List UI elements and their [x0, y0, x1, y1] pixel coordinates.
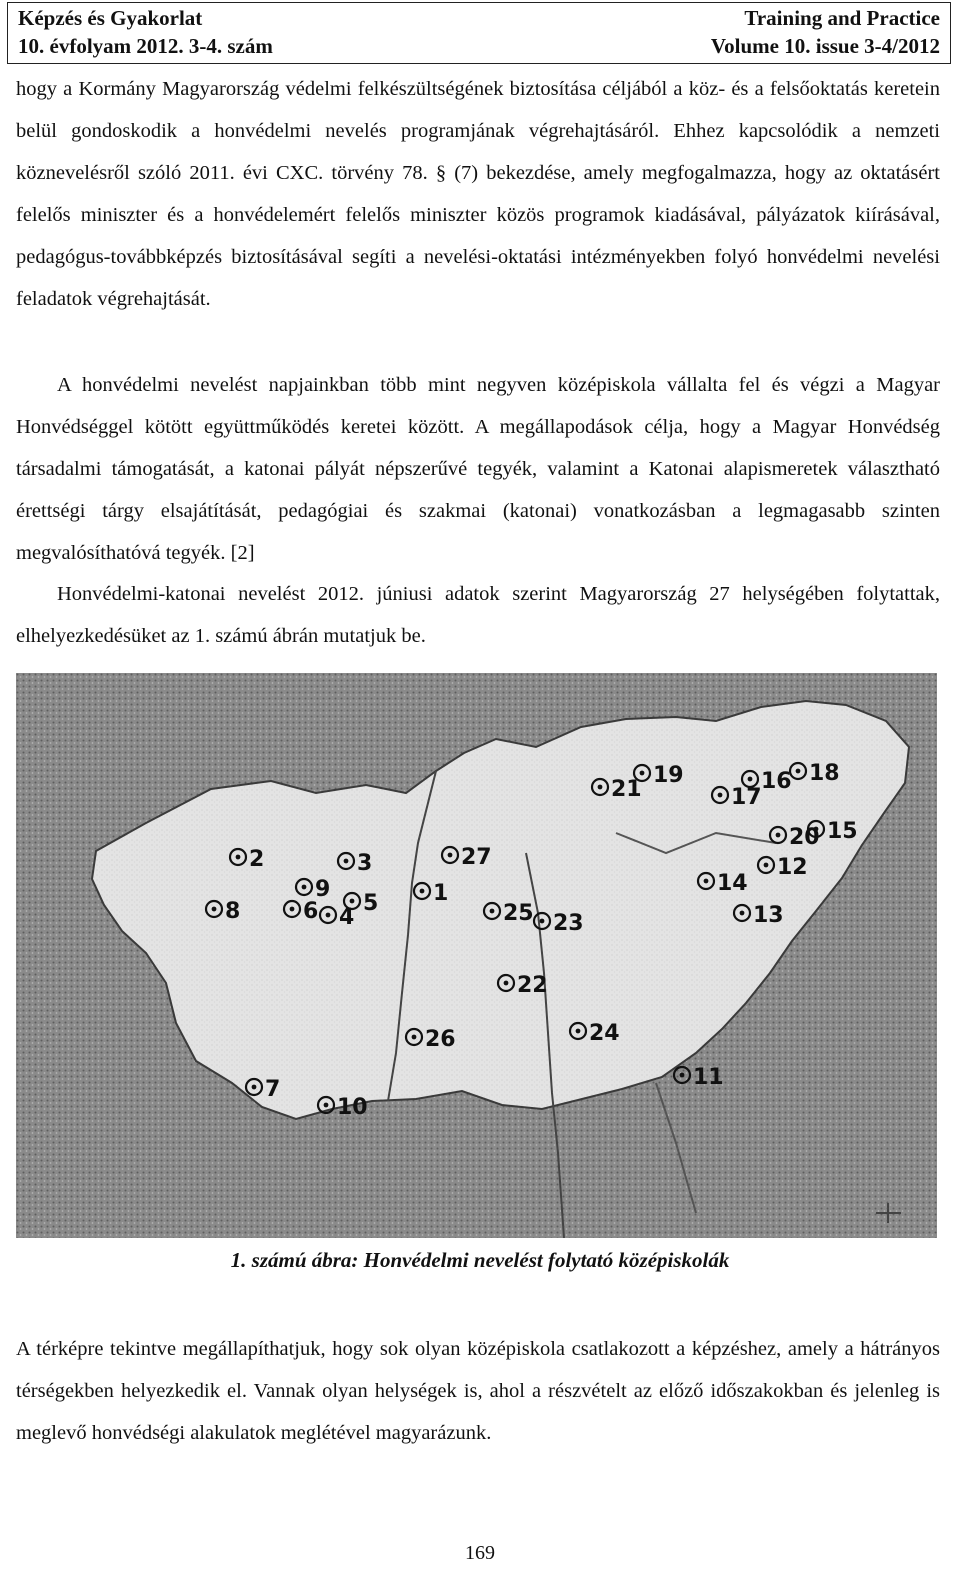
journal-title-hu: Képzés és Gyakorlat — [18, 6, 203, 30]
paragraph-2: A honvédelmi nevelést napjainkban több mint negyven középiskola vállalta fel és végzi a Magyar Honvédséggel kötött együttműködés keretei között. A megállapodások célja, hogy a Magyar Honvédség társadalmi támogatását, a katonai pályát népszerűvé tegyék, valamint a Katonai alapismeretek választható érettségi tárgy elsajátítását, pedagógiai és szakmai (katonai) vonatkozásban a legmagasabb szinten megvalósíthatóvá tegyék. [2] — [16, 374, 940, 564]
paragraph-4: A térképre tekintve megállapíthatjuk, hogy sok olyan középiskola csatlakozott a képzéshez, amely a hátrányos térségekben helyezkedik el. Vannak olyan helységek is, ahol a részvételt az előző időszakokban és jelenleg is meglevő honvédségi alakulatok meglétével magyarázunk. — [16, 1338, 940, 1444]
marker-dot — [540, 919, 545, 924]
issue-en: Volume 10. issue 3-4/2012 — [710, 34, 940, 58]
marker-label: 19 — [653, 763, 684, 788]
marker-label: 24 — [589, 1021, 620, 1046]
marker-label: 8 — [225, 899, 241, 924]
marker-label: 3 — [357, 851, 373, 876]
paragraph-1: hogy a Kormány Magyarország védelmi felkészültségének biztosítása céljából a köz- és a felsőoktatás keretein belül gondoskodik a honvédelmi nevelés programjának végrehajtásáról. Ehhez kapcsolódik a nemzeti köznevelésről szóló 2011. évi CXC. törvény 78. § (7) bekezdése, amely megfogalmazza, hogy az oktatásért felelős miniszter és a honvédelemért felelős miniszter közös programok kiadásával, pályázatok kiírásával, pedagógus-továbbképzés biztosításával segíti a nevelési-oktatási intézményekben folyó honvédelmi nevelési feladatok végrehajtását. — [16, 78, 940, 310]
marker-dot — [324, 1103, 329, 1108]
marker-dot — [236, 855, 241, 860]
marker-dot — [326, 913, 331, 918]
marker-dot — [776, 833, 781, 838]
marker-dot — [764, 863, 769, 868]
marker-dot — [344, 859, 349, 864]
map-svg — [16, 673, 937, 1238]
marker-label: 4 — [339, 905, 355, 930]
marker-label: 23 — [553, 911, 584, 936]
header-row-1 — [18, 6, 940, 32]
marker-label: 25 — [503, 901, 534, 926]
hungary-map-figure — [16, 673, 937, 1238]
page-number: 169 — [465, 1542, 495, 1564]
marker-label: 14 — [717, 871, 748, 896]
marker-label: 6 — [303, 899, 319, 924]
marker-label: 16 — [761, 769, 792, 794]
marker-label: 7 — [265, 1077, 281, 1102]
marker-dot — [290, 907, 295, 912]
marker-label: 5 — [363, 891, 379, 916]
running-header — [7, 2, 951, 64]
marker-dot — [640, 771, 645, 776]
paragraph-3-container — [16, 573, 940, 657]
marker-label: 27 — [461, 845, 492, 870]
marker-dot — [748, 777, 753, 782]
marker-dot — [350, 899, 355, 904]
journal-title-en: Training and Practice — [744, 6, 940, 30]
header-row-2 — [18, 34, 940, 60]
marker-dot — [680, 1073, 685, 1078]
marker-label: 9 — [315, 877, 331, 902]
marker-label: 11 — [693, 1065, 724, 1090]
marker-dot — [504, 981, 509, 986]
marker-label: 2 — [249, 847, 265, 872]
marker-dot — [252, 1085, 257, 1090]
marker-dot — [412, 1035, 417, 1040]
paragraph-2-container — [16, 364, 940, 574]
paragraph-4-container — [16, 1328, 940, 1454]
marker-label: 18 — [809, 761, 840, 786]
marker-label: 1 — [433, 881, 449, 906]
paragraph-3: Honvédelmi-katonai nevelést 2012. júniusi adatok szerint Magyarország 27 helységében folytattak, elhelyezkedésüket az 1. számú ábrán mutatjuk be. — [16, 583, 940, 647]
issue-hu: 10. évfolyam 2012. 3-4. szám — [18, 34, 273, 58]
figure-caption: 1. számú ábra: Honvédelmi nevelést folytató középiskolák — [230, 1248, 730, 1272]
marker-dot — [598, 785, 603, 790]
marker-dot — [796, 769, 801, 774]
marker-label: 15 — [827, 819, 858, 844]
marker-label: 13 — [753, 903, 784, 928]
marker-dot — [490, 909, 495, 914]
marker-dot — [302, 885, 307, 890]
marker-dot — [420, 889, 425, 894]
marker-label: 17 — [731, 785, 762, 810]
marker-label: 26 — [425, 1027, 456, 1052]
marker-label: 12 — [777, 855, 808, 880]
marker-dot — [576, 1029, 581, 1034]
marker-label: 10 — [337, 1095, 368, 1120]
marker-dot — [718, 793, 723, 798]
marker-label: 22 — [517, 973, 548, 998]
marker-dot — [448, 853, 453, 858]
paragraph-1-container — [16, 68, 940, 320]
marker-label: 21 — [611, 777, 642, 802]
marker-label: 20 — [789, 825, 820, 850]
marker-dot — [740, 911, 745, 916]
marker-dot — [704, 879, 709, 884]
marker-dot — [212, 907, 217, 912]
